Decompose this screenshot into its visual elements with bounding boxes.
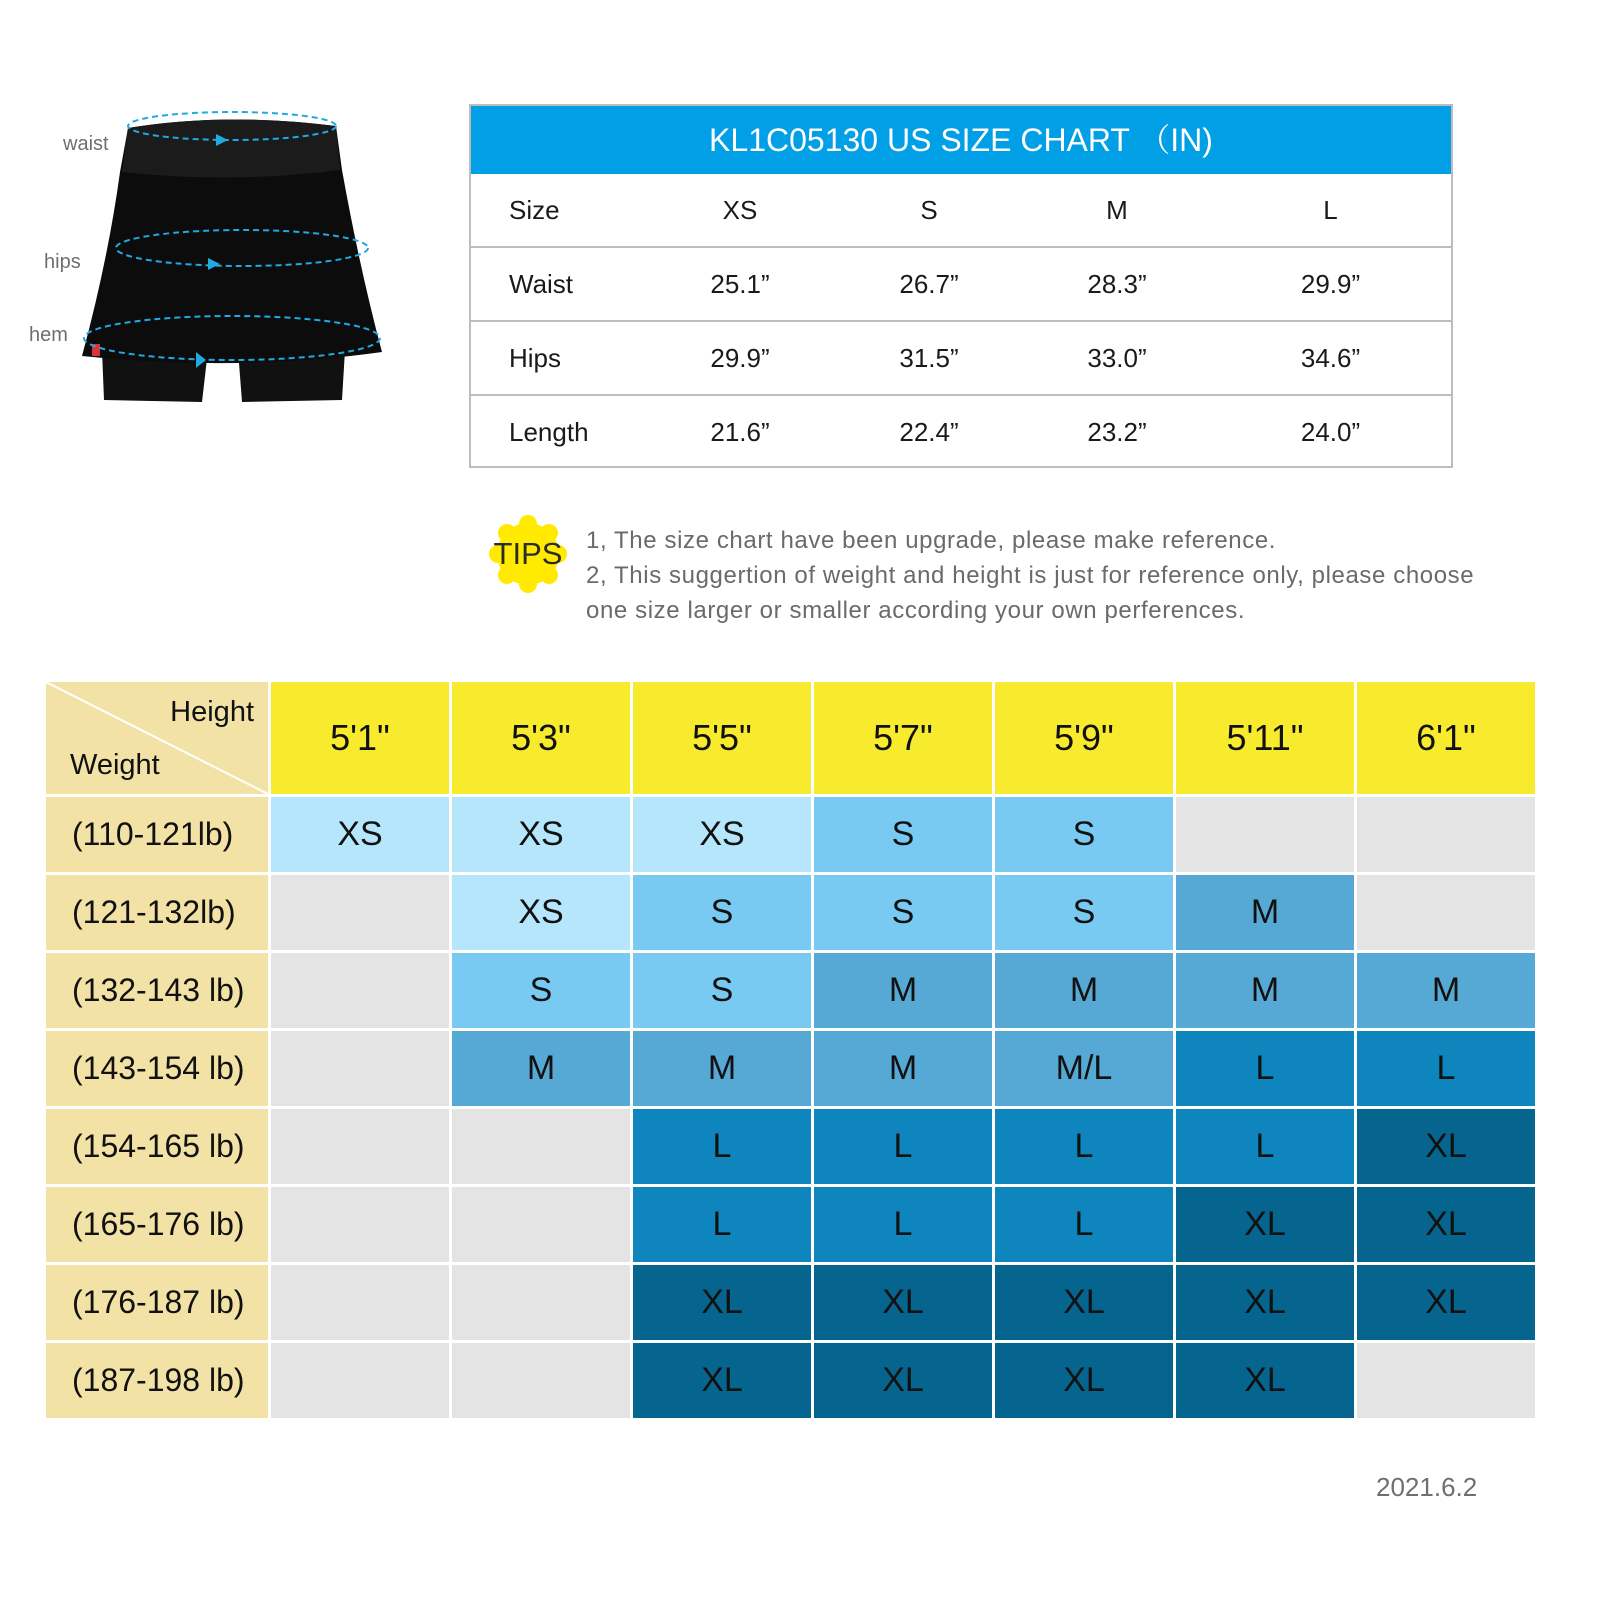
- empty-recommendation-cell: [452, 1343, 630, 1418]
- size-chart-cell: 26.7”: [834, 247, 1024, 321]
- size-recommendation-cell: M: [1176, 875, 1354, 950]
- empty-recommendation-cell: [271, 875, 449, 950]
- empty-recommendation-cell: [271, 1031, 449, 1106]
- size-recommendation-cell: XS: [452, 797, 630, 872]
- size-chart-cell: 24.0”: [1210, 395, 1451, 468]
- height-weight-size-grid: [46, 682, 1535, 1418]
- size-chart-row: [471, 247, 1451, 321]
- size-recommendation-cell: XS: [633, 797, 811, 872]
- empty-recommendation-cell: [1357, 797, 1535, 872]
- size-recommendation-cell: L: [995, 1187, 1173, 1262]
- chart-date: 2021.6.2: [1376, 1472, 1478, 1502]
- size-recommendation-cell: XS: [271, 797, 449, 872]
- weight-row-label: (187-198 lb): [46, 1343, 268, 1418]
- size-recommendation-cell: S: [995, 797, 1173, 872]
- height-column-header: 5'11": [1176, 682, 1354, 794]
- size-recommendation-cell: XL: [633, 1343, 811, 1418]
- size-chart-row-label: Length: [471, 395, 646, 468]
- size-recommendation-cell: XL: [1176, 1343, 1354, 1418]
- size-recommendation-cell: S: [814, 797, 992, 872]
- size-chart-table: [471, 174, 1451, 468]
- size-chart-row-label: Hips: [471, 321, 646, 395]
- grid-corner-header: [46, 682, 268, 794]
- waist-measure-label: waist: [63, 133, 109, 155]
- empty-recommendation-cell: [1176, 797, 1354, 872]
- height-column-header: 5'9": [995, 682, 1173, 794]
- size-chart-cell: 31.5”: [834, 321, 1024, 395]
- tip-line-2: 2, This suggertion of weight and height is just for reference only, please choose one size larger or smaller according your own perferences.: [586, 562, 1475, 624]
- skirt-illustration: [20, 100, 420, 430]
- size-chart-cell: 34.6”: [1210, 321, 1451, 395]
- size-recommendation-cell: L: [814, 1187, 992, 1262]
- size-chart-cell: 29.9”: [1210, 247, 1451, 321]
- size-recommendation-cell: XL: [995, 1343, 1173, 1418]
- size-chart-cell: 22.4”: [834, 395, 1024, 468]
- size-chart-row: [471, 395, 1451, 468]
- size-recommendation-cell: M: [814, 953, 992, 1028]
- size-recommendation-cell: M: [452, 1031, 630, 1106]
- height-column-header: 5'1": [271, 682, 449, 794]
- size-recommendation-cell: XL: [814, 1343, 992, 1418]
- empty-recommendation-cell: [271, 1187, 449, 1262]
- size-chart-cell: M: [1106, 194, 1128, 225]
- size-recommendation-cell: M: [633, 1031, 811, 1106]
- size-recommendation-cell: S: [814, 875, 992, 950]
- empty-recommendation-cell: [452, 1187, 630, 1262]
- empty-recommendation-cell: [271, 1109, 449, 1184]
- size-chart-title: KL1C05130 US SIZE CHART （IN): [471, 106, 1451, 174]
- empty-recommendation-cell: [1357, 875, 1535, 950]
- size-recommendation-cell: S: [633, 875, 811, 950]
- size-recommendation-cell: L: [1176, 1109, 1354, 1184]
- empty-recommendation-cell: [271, 1343, 449, 1418]
- size-recommendation-cell: L: [995, 1109, 1173, 1184]
- weight-row-label: (143-154 lb): [46, 1031, 268, 1106]
- empty-recommendation-cell: [271, 1265, 449, 1340]
- size-recommendation-cell: M: [995, 953, 1173, 1028]
- empty-recommendation-cell: [1357, 1343, 1535, 1418]
- weight-row-label: (176-187 lb): [46, 1265, 268, 1340]
- size-recommendation-cell: XS: [452, 875, 630, 950]
- size-chart-cell: XS: [722, 194, 758, 225]
- size-recommendation-cell: M: [814, 1031, 992, 1106]
- size-recommendation-cell: XL: [1357, 1109, 1535, 1184]
- weight-row-label: (154-165 lb): [46, 1109, 268, 1184]
- height-column-header: 5'3": [452, 682, 630, 794]
- size-recommendation-cell: XL: [1357, 1187, 1535, 1262]
- size-recommendation-cell: L: [633, 1187, 811, 1262]
- size-chart-cell: 28.3”: [1024, 247, 1210, 321]
- size-recommendation-cell: S: [995, 875, 1173, 950]
- hem-measure-label: hem: [29, 324, 68, 346]
- size-recommendation-cell: S: [633, 953, 811, 1028]
- size-recommendation-cell: S: [452, 953, 630, 1028]
- size-recommendation-cell: XL: [633, 1265, 811, 1340]
- size-recommendation-cell: XL: [1176, 1265, 1354, 1340]
- size-chart-cell: 25.1”: [646, 247, 834, 321]
- weight-row-label: (165-176 lb): [46, 1187, 268, 1262]
- size-recommendation-cell: M: [1176, 953, 1354, 1028]
- size-chart-cell: 21.6”: [646, 395, 834, 468]
- height-column-header: 5'5": [633, 682, 811, 794]
- size-chart-row-label: Size: [509, 194, 560, 225]
- empty-recommendation-cell: [271, 953, 449, 1028]
- size-chart-cell: 33.0”: [1024, 321, 1210, 395]
- size-recommendation-cell: XL: [1176, 1187, 1354, 1262]
- size-recommendation-cell: M: [1357, 953, 1535, 1028]
- size-chart-cell: 23.2”: [1024, 395, 1210, 468]
- height-axis-label: Height: [170, 696, 254, 728]
- size-recommendation-cell: XL: [814, 1265, 992, 1340]
- size-chart-row: [471, 174, 1451, 247]
- weight-row-label: (132-143 lb): [46, 953, 268, 1028]
- weight-axis-label: Weight: [70, 749, 160, 781]
- hips-measure-label: hips: [44, 251, 81, 273]
- height-column-header: 6'1": [1357, 682, 1535, 794]
- size-recommendation-cell: L: [1176, 1031, 1354, 1106]
- size-recommendation-cell: L: [633, 1109, 811, 1184]
- tips-text: [586, 523, 1506, 628]
- size-recommendation-cell: XL: [1357, 1265, 1535, 1340]
- weight-row-label: (110-121lb): [46, 797, 268, 872]
- height-column-header: 5'7": [814, 682, 992, 794]
- size-chart-row: [471, 321, 1451, 395]
- tip-line-1: 1, The size chart have been upgrade, please make reference.: [586, 527, 1277, 554]
- size-recommendation-cell: L: [1357, 1031, 1535, 1106]
- size-recommendation-cell: XL: [995, 1265, 1173, 1340]
- size-chart-cell: L: [1323, 194, 1338, 225]
- tips-badge: [488, 514, 568, 594]
- size-recommendation-cell: M/L: [995, 1031, 1173, 1106]
- size-chart-cell: S: [920, 194, 938, 225]
- empty-recommendation-cell: [452, 1109, 630, 1184]
- size-chart-cell: 29.9”: [646, 321, 834, 395]
- weight-row-label: (121-132lb): [46, 875, 268, 950]
- size-chart-row-label: Waist: [471, 247, 646, 321]
- size-recommendation-cell: L: [814, 1109, 992, 1184]
- empty-recommendation-cell: [452, 1265, 630, 1340]
- tips-badge-label: TIPS: [493, 536, 563, 571]
- us-size-chart: [469, 104, 1453, 468]
